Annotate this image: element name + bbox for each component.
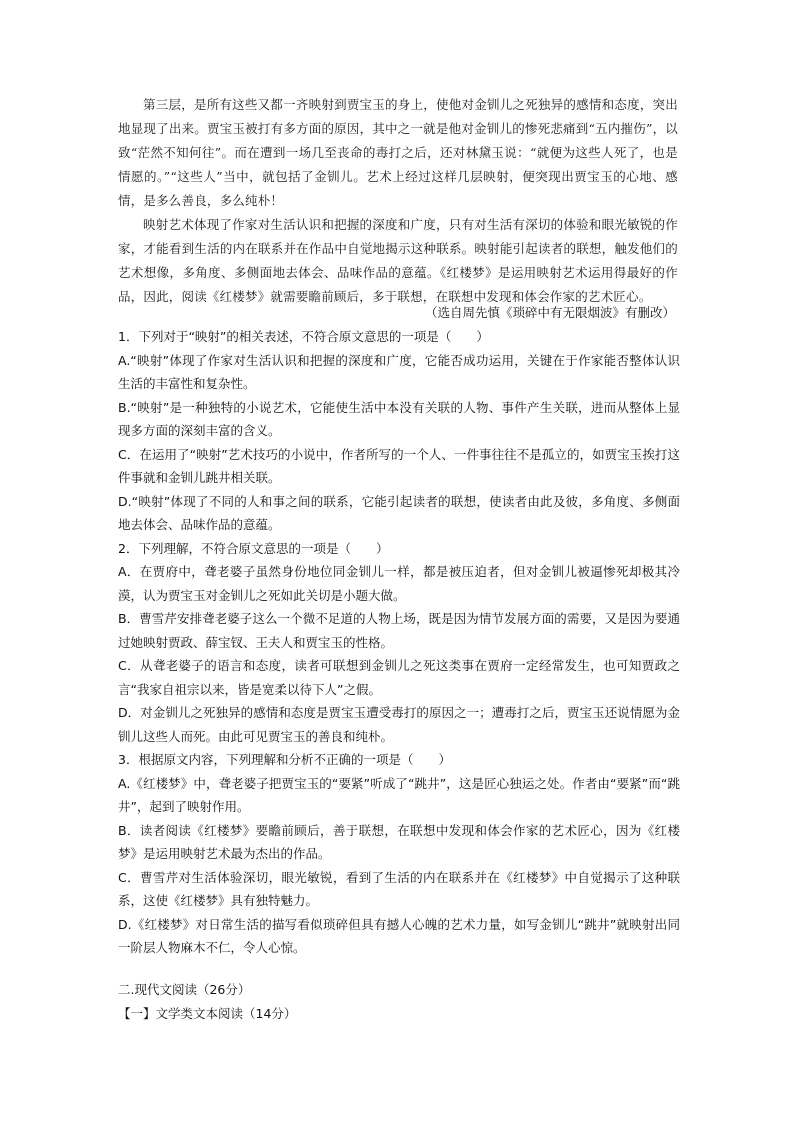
option-d: D.“映射”体现了不同的人和事之间的联系，它能引起读者的联想，使读者由此及彼，多角度、多侧面地去体会、品味作品的意蕴。 xyxy=(118,493,680,532)
section-subheading: 【一】文学类文本阅读（14分） xyxy=(118,1006,297,1021)
section-heading: 二.现代文阅读（26分） xyxy=(118,982,251,997)
option-a: A.“映射”体现了作家对生活认识和把握的深度和广度，它能否成功运用，关键在于作家能否整体认识生活的丰富性和复杂性。 xyxy=(118,352,680,391)
option-a: A．在贾府中，聋老婆子虽然身份地位同金钏儿一样，都是被压迫者，但对金钏儿被逼惨死却极其冷漠，认为贾宝玉对金钏儿之死如此关切是小题大做。 xyxy=(118,564,680,603)
option-c: C．曹雪芹对生活体验深切，眼光敏锐，看到了生活的内在联系并在《红楼梦》中自觉揭示了这种联系，这使《红楼梦》具有独特魅力。 xyxy=(118,869,680,908)
question-list xyxy=(118,325,680,960)
option-d: D．对金钏儿之死独异的感情和态度是贾宝玉遭受毒打的原因之一；遭毒打之后，贾宝玉还说情愿为金钏儿这些人而死。由此可见贾宝玉的善良和纯朴。 xyxy=(118,705,680,744)
section-header xyxy=(118,978,678,1026)
option-b: B．读者阅读《红楼梦》要瞻前顾后，善于联想，在联想中发现和体会作家的艺术匠心，因为《红楼梦》是运用映射艺术最为杰出的作品。 xyxy=(118,822,680,861)
option-d: D.《红楼梦》对日常生活的描写看似琐碎但具有撼人心魄的艺术力量，如写金钏儿“跳井”就映射出同一阶层人物麻木不仁，令人心惊。 xyxy=(118,916,680,955)
question-stem: 2．下列理解，不符合原文意思的一项是（ ） xyxy=(118,540,389,556)
question-1 xyxy=(118,325,680,537)
option-c: C．从聋老婆子的语言和态度，读者可联想到金钏儿之死这类事在贾府一定经常发生，也可知贾政之言“我家自祖宗以来，皆是宽柔以待下人”之假。 xyxy=(118,658,680,697)
option-c: C．在运用了“映射”艺术技巧的小说中，作者所写的一个人、一件事往往不是孤立的，如贾宝玉挨打这件事就和金钏儿跳井相关联。 xyxy=(118,446,680,485)
option-b: B.“映射”是一种独特的小说艺术，它能使生活中本没有关联的人物、事件产生关联，进而从整体上显现多方面的深刻丰富的含义。 xyxy=(118,399,680,438)
passage-source: （选自周先慎《琐碎中有无限烟波》有删改） xyxy=(424,305,675,320)
question-2 xyxy=(118,537,680,749)
passage xyxy=(118,93,678,309)
question-stem: 3．根据原文内容，下列理解和分析不正确的一项是（ ） xyxy=(118,752,451,767)
option-b: B．曹雪芹安排聋老婆子这么一个微不足道的人物上场，既是因为情节发展方面的需要，又是因为要通过她映射贾政、薛宝钗、王夫人和贾宝玉的性格。 xyxy=(118,611,680,650)
question-stem: 1．下列对于“映射”的相关表述，不符合原文意思的一项是（ ） xyxy=(118,329,489,344)
passage-paragraph: 映射艺术体现了作家对生活认识和把握的深度和广度，只有对生活有深切的体验和眼光敏锐的作家，才能看到生活的内在联系并在作品中自觉地揭示这种联系。映射能引起读者的联想，触发他们的艺术想像，多角度、多侧面地去体会、品味作品的意蕴。《红楼梦》是运用映射艺术运用得最好的作品，因此，阅读《红楼梦》就需要瞻前顾后，多于联想，在联想中发现和体会作家的艺术匠心。 xyxy=(118,217,678,304)
passage-paragraph: 第三层，是所有这些又都一齐映射到贾宝玉的身上，使他对金钏儿之死独异的感情和态度，突出地显现了出来。贾宝玉被打有多方面的原因，其中之一就是他对金钏儿的惨死悲痛到“五内摧伤”，以致“茫然不知何往”。而在遭到一场几至丧命的毒打之后，还对林黛玉说：“就便为这些人死了，也是情愿的。”“这些人”当中，就包括了金钏儿。艺术上经过这样几层映射，便突现出贾宝玉的心地、感情，是多么善良，多么纯朴！ xyxy=(118,97,678,208)
question-3 xyxy=(118,748,680,960)
option-a: A.《红楼梦》中，聋老婆子把贾宝玉的“要紧”听成了“跳井”，这是匠心独运之处。作者由“要紧”而“跳井”，起到了映射作用。 xyxy=(118,775,680,814)
